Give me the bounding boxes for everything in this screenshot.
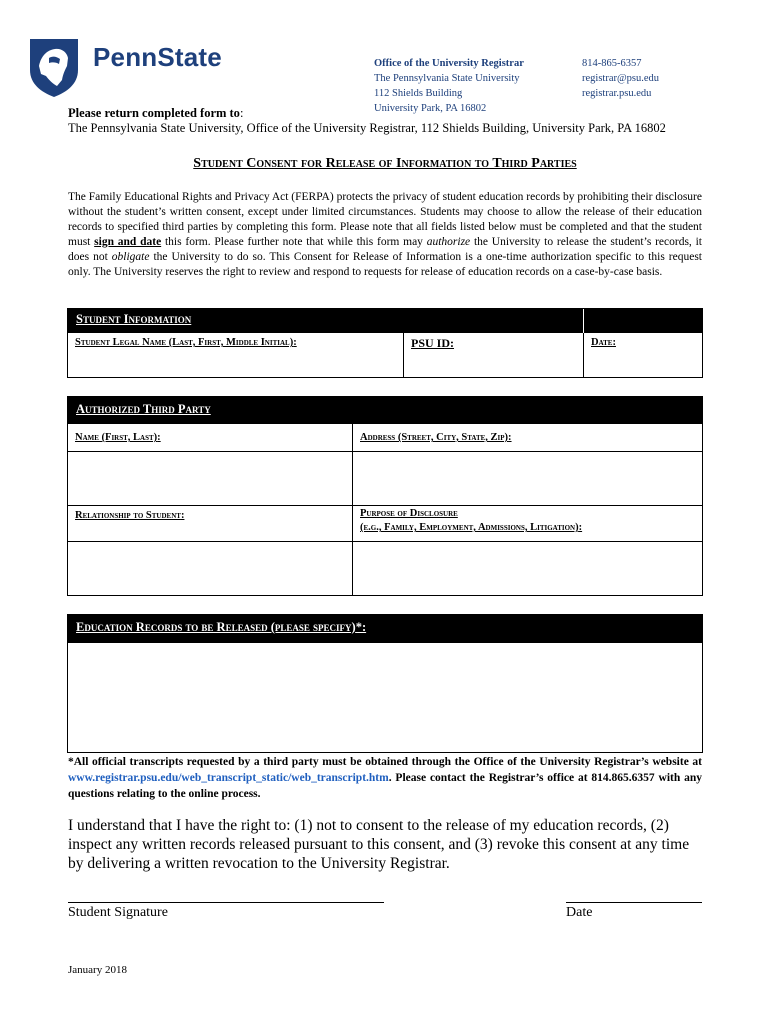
- intro-emphasis: authorize: [426, 236, 471, 248]
- penn-state-shield-logo: [27, 36, 81, 98]
- transcript-note: [68, 754, 702, 802]
- website: registrar.psu.edu: [582, 88, 652, 99]
- relationship-label-cell: Relationship to Student:: [68, 506, 353, 542]
- records-header-text: Education Records to be Released (please specify): [76, 620, 356, 634]
- office-line: Office of the University Registrar: [374, 58, 524, 69]
- intro-text: this form. Please further note that while this form may: [161, 236, 427, 248]
- transcript-link[interactable]: www.registrar.psu.edu/web_transcript_static/web_transcript.htm: [68, 772, 389, 784]
- intro-text: The Family Educational Rights and Privacy Act (FERPA) protects the privacy of student education records by prohibiting their disclosure without the student’s written consent, except under limited circumstances. Students may choose to allow the release of their education records to specified third parties by completing this form. Please note that all fields listed below must be completed and that the student must: [68, 191, 702, 248]
- third-party-address-field[interactable]: [353, 452, 702, 506]
- records-asterisk: *:: [355, 620, 367, 634]
- intro-emphasis: sign and date: [94, 236, 162, 248]
- psu-id-field[interactable]: PSU ID:: [404, 333, 584, 377]
- relationship-field[interactable]: [68, 542, 353, 595]
- form-title: Student Consent for Release of Information to Third Parties: [193, 156, 577, 171]
- intro-text: the University to do so. This Consent for Release of Information is a one-time authorization specific to this request only. The University reserves the right to review and respond to requests for release of education records on a case-by-case basis.: [68, 251, 702, 278]
- email-address: registrar@psu.edu: [582, 73, 660, 84]
- purpose-field[interactable]: [353, 542, 702, 595]
- return-address: The Pennsylvania State University, Office of the University Registrar, 112 Shields Building, University Park, PA 16802: [68, 121, 666, 135]
- field-label: Date: [591, 337, 613, 348]
- office-line: The Pennsylvania State University: [374, 73, 520, 84]
- third-party-section: [67, 396, 703, 596]
- field-label: Student Legal Name (Last, First, Middle Initial): [75, 337, 294, 348]
- section-header: Authorized Third Party: [68, 397, 702, 424]
- office-line: 112 Shields Building: [374, 88, 463, 99]
- revision-date: January 2018: [68, 964, 127, 976]
- date-label: Date: [566, 905, 593, 920]
- field-label: Purpose of Disclosure: [360, 508, 458, 519]
- intro-text: the University to release the student’s records, it does not: [68, 236, 702, 263]
- return-instructions: Please return completed form to: The Pennsylvania State University, Office of the University Registrar, 112 Shields Building, University Park, PA 16802: [68, 106, 666, 135]
- third-party-name-field[interactable]: [68, 452, 353, 506]
- field-label: (e.g., Family, Employment, Admissions, Litigation): [360, 522, 579, 533]
- note-text: *All official transcripts requested by a third party must be obtained through the Office of the University Registrar’s website at: [68, 756, 702, 768]
- date-line[interactable]: [566, 902, 702, 903]
- student-information-section: [67, 308, 703, 378]
- contact-block: [582, 56, 659, 101]
- student-date-field[interactable]: Date:: [591, 337, 616, 348]
- education-records-section: [67, 614, 703, 753]
- field-label: Address (Street, City, State, Zip): [360, 432, 509, 443]
- consent-statement: I understand that I have the right to: (1) not to consent to the release of my education records, (2) inspect any written records released pursuant to this consent, and (3) revoke this consent at any time by delivering a written revocation to the University Registrar.: [68, 817, 690, 872]
- note-text: . Please contact the Registrar’s office at 814.865.6357 with any questions relating to the online process.: [68, 772, 702, 800]
- field-label: Name (First, Last): [75, 432, 158, 443]
- education-records-field[interactable]: [68, 643, 702, 752]
- field-label: PSU ID: [411, 336, 451, 350]
- signature-label: Student Signature: [68, 905, 168, 920]
- intro-emphasis: obligate: [111, 251, 150, 263]
- intro-paragraph: [68, 190, 702, 280]
- purpose-label-cell: Purpose of Disclosure (e.g., Family, Employment, Admissions, Litigation):: [353, 506, 702, 542]
- phone-number: 814-865-6357: [582, 58, 642, 69]
- name-label-cell: Name (First, Last):: [68, 424, 353, 452]
- signature-line[interactable]: [68, 902, 384, 903]
- field-label: Relationship to Student: [75, 510, 181, 521]
- return-label: Please return completed form to: [68, 106, 240, 120]
- address-label-cell: Address (Street, City, State, Zip):: [353, 424, 702, 452]
- student-name-field[interactable]: Student Legal Name (Last, First, Middle Initial):: [68, 333, 404, 377]
- section-header: Student Information: [68, 309, 584, 333]
- section-header: [68, 615, 702, 643]
- office-line: University Park, PA 16802: [374, 103, 487, 114]
- brand-wordmark: PennState: [93, 42, 222, 72]
